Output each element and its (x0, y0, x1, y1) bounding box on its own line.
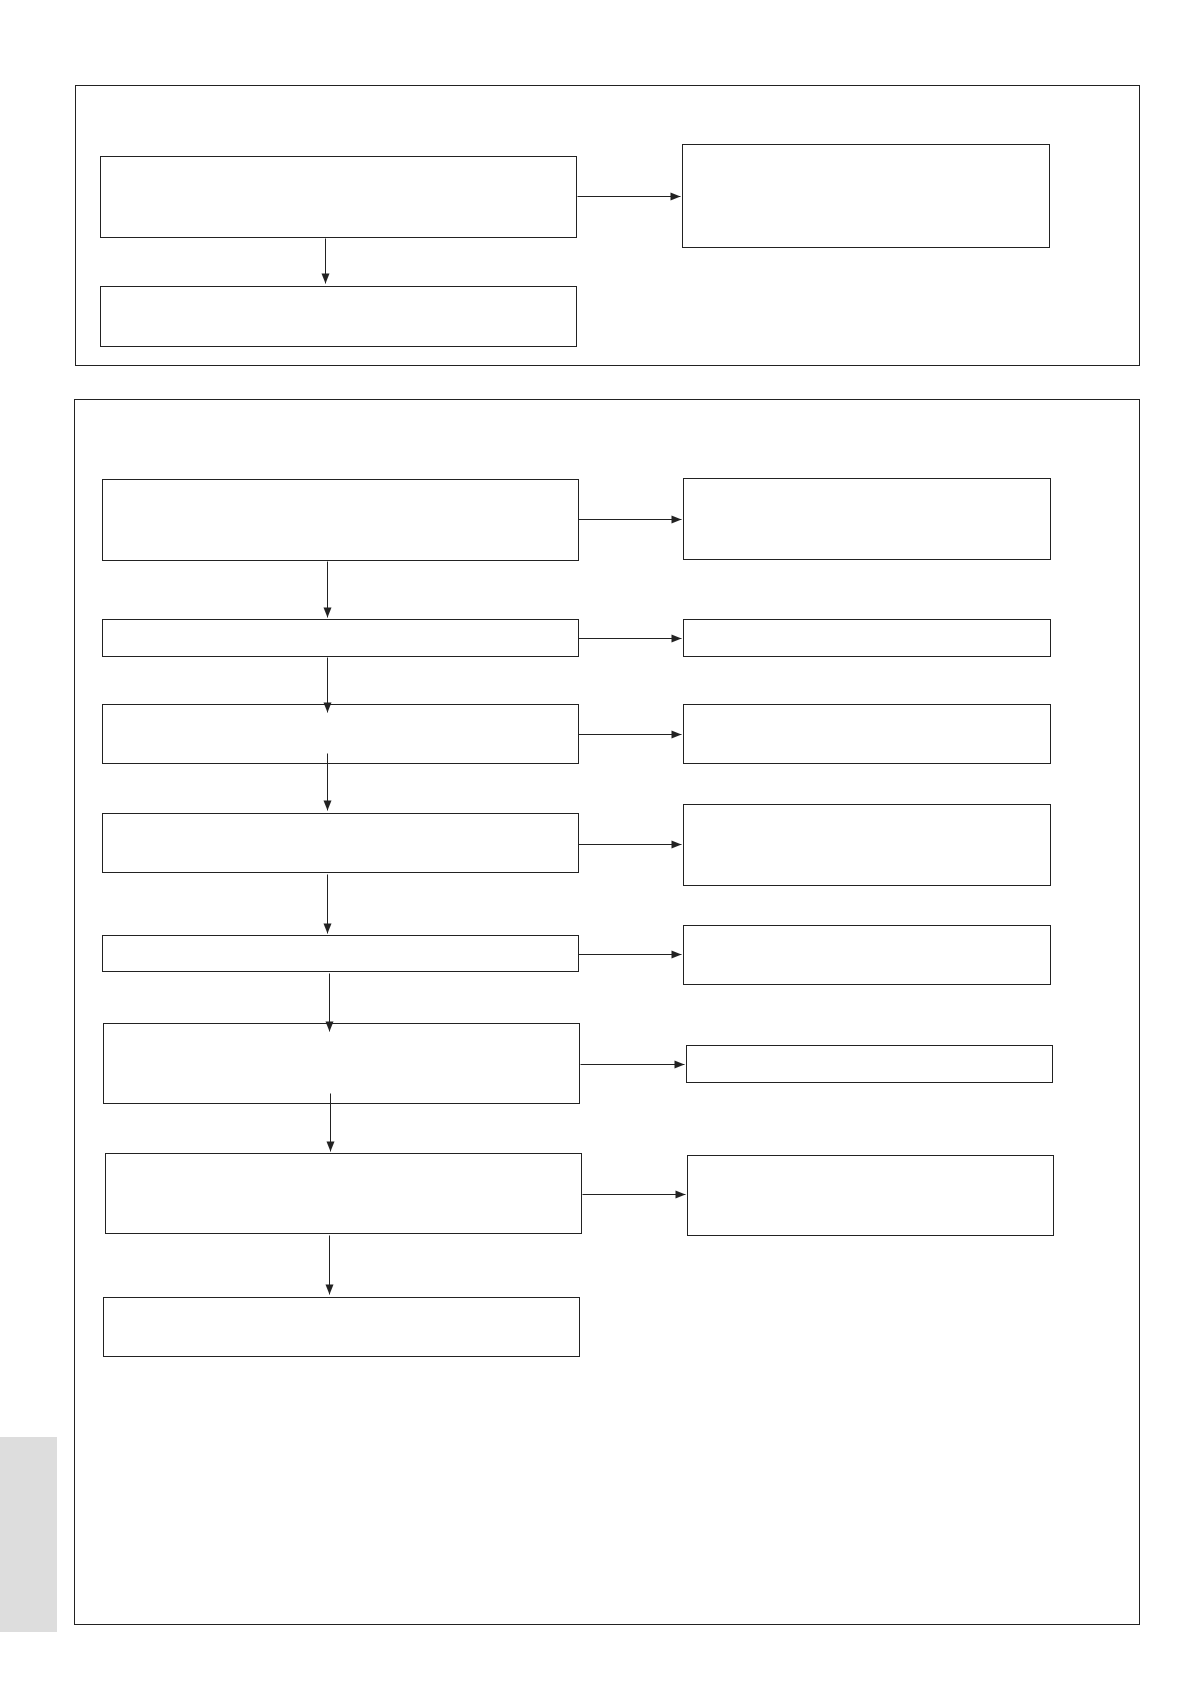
flow-box-t-side-1 (683, 145, 1050, 248)
flow-box-outline (103, 936, 579, 972)
flow-box-t-main-2 (101, 287, 577, 347)
flow-box-b-side-4 (684, 805, 1051, 886)
flow-box-outline (684, 620, 1051, 657)
flow-box-b-side-6 (687, 1046, 1053, 1083)
flow-box-b-main-4 (103, 814, 579, 873)
flow-box-b-main-5 (103, 936, 579, 972)
flow-box-outline (103, 620, 579, 657)
flow-box-outline (687, 1046, 1053, 1083)
flow-box-outline (684, 479, 1051, 560)
flow-box-b-main-6 (104, 1024, 580, 1104)
flow-box-b-side-5 (684, 926, 1051, 985)
flow-box-b-main-2 (103, 620, 579, 657)
flow-box-outline (103, 814, 579, 873)
flow-box-b-side-1 (684, 479, 1051, 560)
flow-box-outline (684, 805, 1051, 886)
flow-box-outline (688, 1156, 1054, 1236)
flow-box-outline (103, 480, 579, 561)
flow-box-outline (684, 705, 1051, 764)
flow-box-outline (103, 705, 579, 764)
flow-box-outline (683, 145, 1050, 248)
flow-box-b-main-8 (104, 1298, 580, 1357)
flow-box-outline (104, 1298, 580, 1357)
flow-box-outline (104, 1024, 580, 1104)
flow-box-outline (106, 1154, 582, 1234)
flow-box-b-side-2 (684, 620, 1051, 657)
flow-box-outline (101, 157, 577, 238)
flow-box-b-side-7 (688, 1156, 1054, 1236)
flow-box-b-main-3 (103, 705, 579, 764)
flow-box-t-main-1 (101, 157, 577, 238)
flow-box-b-main-7 (106, 1154, 582, 1234)
flow-box-b-side-3 (684, 705, 1051, 764)
flow-box-outline (684, 926, 1051, 985)
panel-bottom (75, 400, 1140, 1625)
flow-box-outline (101, 287, 577, 347)
flow-box-b-main-1 (103, 480, 579, 561)
